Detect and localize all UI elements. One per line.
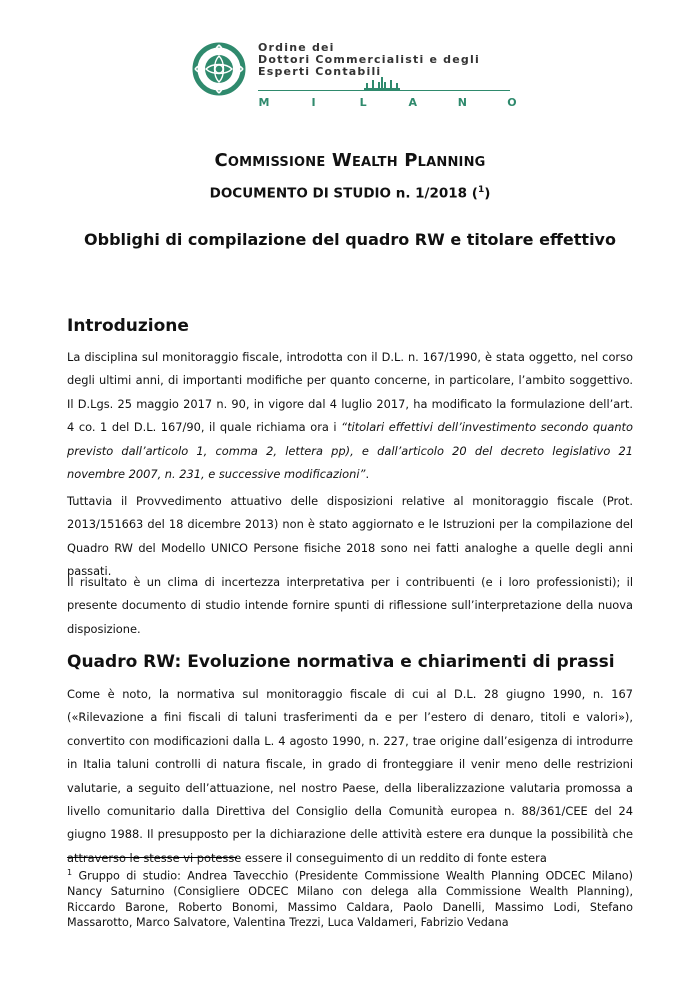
footnote-divider [67,857,237,858]
city-letter: I [311,96,316,109]
knot-emblem-icon [190,40,248,98]
intro-paragraph-3: Il risultato è un clima di incertezza interpretativa per i contribuenti (e i loro professionisti); il presente documento di studio intende fornire spunti di riflessione sull’interpretazione della nuova disposizione. [67,575,633,636]
city-name [258,96,518,109]
section-heading-quadro-rw: Quadro RW: Evoluzione normativa e chiarimenti di prassi [67,652,615,672]
city-letter: A [408,96,418,109]
footnote-ref[interactable]: 1 [477,185,485,195]
org-line-1: Ordine dei [258,41,335,54]
intro-p1-end: . [365,467,370,482]
intro-paragraph-2: Tuttavia il Provvedimento attuativo delle disposizioni relative al monitoraggio fiscale (Prot. 2013/151663 del 18 dicembre 2013) non è stato aggiornato e le Istruzioni per la compilazione del Quadro RW del Modello UNICO Persone fisiche 2018 sono nei fatti analoghe a quelle degli anni passati. [67,494,633,579]
intro-p1-quote: “titolari effettivi dell’investimento secondo quanto previsto dall’articolo 1, comma 2, lettera pp), e dall’articolo 20 del decreto legislativo 21 novembre 2007, n. 231, e successive modificazioni” [67,420,633,482]
intro-p1-text: La disciplina sul monitoraggio fiscale, introdotta con il D.L. n. 167/1990, è stata oggetto, nel corso degli ultimi anni, di importanti modifiche per quanto concerne, in particolare, l’ambito soggettivo. Il D.Lgs. 25 maggio 2017 n. 90, in vigore dal 4 luglio 2017, ha modificato la formulazione dell’art. 4 co. 1 del D.L. 167/90, il quale richiama ora i [67,350,633,435]
quadro-paragraph-1: Come è noto, la normativa sul monitoraggio fiscale di cui al D.L. 28 giugno 1990, n. 167 («Rilevazione a fini fiscali di taluni trasferimenti da e per l’estero di denaro, titoli e valori»), convertito con modificazioni dalla L. 4 agosto 1990, n. 227, trae origine dall’esigenza di introdurre in Italia taluni controlli di natura fiscale, in grado di fronteggiare il venir meno delle restrizioni valutarie, a seguito dell’attuazione, nel nostro Paese, della liberalizzazione valutaria promossa a livello comunitario dalla Direttiva del Consiglio della Comunità europea n. 88/361/CEE del 24 giugno 1988. Il presupposto per la dichiarazione delle attività estere era dunque la possibilità che attraverso le stesse vi potesse essere il conseguimento di un reddito di fonte estera [67,687,633,865]
document-number: DOCUMENTO DI STUDIO n. 1/2018 ($^1$) [209,185,491,202]
org-line-2: Dottori Commercialisti e degli [258,53,480,66]
footnote-text: Gruppo di studio: Andrea Tavecchio (Presidente Commissione Wealth Planning ODCEC Milano) Nancy Saturnino (Consigliere ODCEC Milano con delega alla Commissione Wealth Planning), Riccardo Barone, Roberto Bonomi, Massimo Caldara, Paolo Danelli, Massimo Lodi, Stefano Massarotto, Marco Salvatore, Valentina Trezzi, Luca Valdameri, Fabrizio Vedana [67,869,633,929]
duomo-spire-icon [362,77,402,91]
footnote-number: 1 [67,868,73,877]
intro-paragraph-1 [67,346,633,486]
city-letter: N [457,96,467,109]
org-line-3: Esperti Contabili [258,65,382,78]
footnote [67,865,633,930]
city-letter: L [359,96,367,109]
city-letter: O [507,96,517,109]
document-number-text: DOCUMENTO DI STUDIO n. 1/2018 [209,185,468,202]
org-name [258,42,480,78]
commission-title: Commissione Wealth Planning [214,150,486,171]
section-heading-introduzione: Introduzione [67,316,189,336]
document-topic: Obblighi di compilazione del quadro RW e titolare effettivo [84,230,616,249]
logo-divider [258,90,510,91]
odcec-logo [190,40,520,115]
city-letter: M [258,96,270,109]
